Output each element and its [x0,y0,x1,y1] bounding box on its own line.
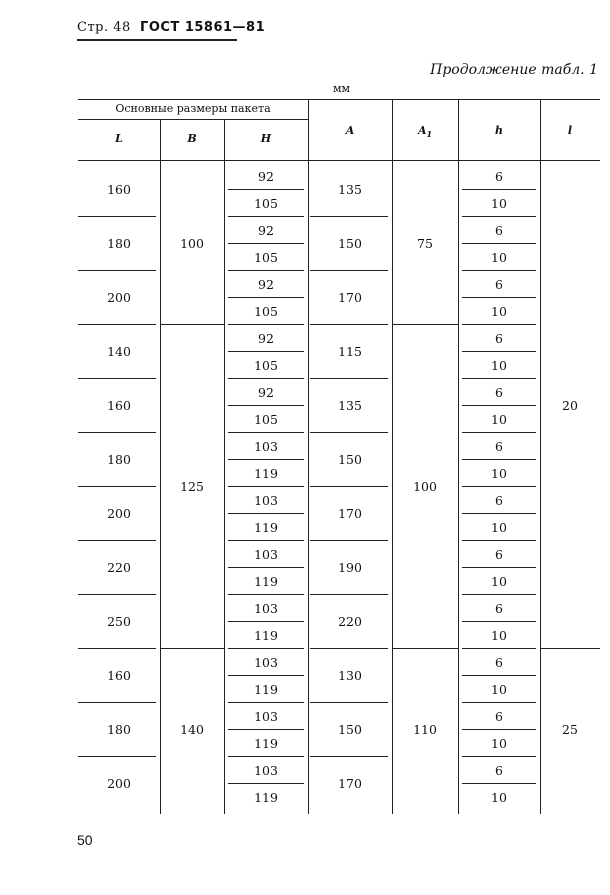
table-cell-h: 10 [491,681,507,697]
table-cell-L: 160 [107,182,131,197]
sub-row-rule [462,621,536,622]
col-header-A1 [392,124,458,141]
table-cell-h: 6 [495,600,503,616]
table-cell-h: 10 [491,411,507,427]
table-cell-h: 6 [495,654,503,670]
sub-row-rule [228,675,304,676]
row-rule [310,432,388,433]
table-cell-A: 135 [338,182,362,197]
row-rule [228,648,304,649]
table-cell-H: 103 [254,708,278,724]
sub-row-rule [228,729,304,730]
table-cell-H: 92 [258,222,274,238]
sub-row-rule [462,675,536,676]
row-rule [462,594,536,595]
row-rule [78,594,156,595]
sub-row-rule [228,297,304,298]
row-rule [462,324,536,325]
sub-row-rule [228,513,304,514]
table-cell-h: 10 [491,627,507,643]
col-header-l: l [567,124,573,137]
table-cell-A: 135 [338,398,362,413]
table-cell-h: 6 [495,168,503,184]
table-cell-h: 10 [491,303,507,319]
table-cell-H: 103 [254,654,278,670]
group-rule [392,324,458,325]
table-cell-H: 92 [258,330,274,346]
table-cell-A: 150 [338,236,362,251]
table-cell-B: 100 [180,236,204,251]
row-rule [78,270,156,271]
table-cell-l: 20 [562,398,578,413]
table-cell-L: 180 [107,236,131,251]
table-cell-h: 10 [491,735,507,751]
table-cell-H: 119 [254,627,278,643]
table-cell-h: 6 [495,222,503,238]
table-cell-L: 200 [107,290,131,305]
table-cell-H: 105 [254,249,278,265]
table-cell-L: 250 [107,614,131,629]
row-rule [462,756,536,757]
row-rule [228,378,304,379]
body-col-divider [540,161,541,814]
row-rule [228,702,304,703]
table-cell-A: 170 [338,776,362,791]
sub-row-rule [228,243,304,244]
table-cell-B: 140 [180,722,204,737]
table-cell-H: 103 [254,492,278,508]
table-cell-H: 105 [254,195,278,211]
col-header-A: A [345,124,355,137]
group-rule [392,648,458,649]
row-rule [228,486,304,487]
row-rule [78,324,156,325]
table-cell-H: 92 [258,168,274,184]
sub-row-rule [462,567,536,568]
group-rule [160,324,224,325]
row-rule [310,270,388,271]
page-number: 48 [113,20,131,35]
table-cell-H: 92 [258,384,274,400]
table-cell-h: 6 [495,330,503,346]
table-cell-h: 6 [495,492,503,508]
table-cell-h: 6 [495,546,503,562]
group-rule [160,648,224,649]
table-cell-H: 119 [254,465,278,481]
table-cell-L: 200 [107,776,131,791]
table-cell-H: 119 [254,519,278,535]
sub-row-rule [228,621,304,622]
table-cell-h: 10 [491,789,507,805]
table-cell-h: 6 [495,762,503,778]
col-header-A1-subscript: 1 [426,129,433,140]
row-rule [310,702,388,703]
row-rule [462,648,536,649]
table-cell-H: 119 [254,681,278,697]
row-rule [310,378,388,379]
row-rule [78,216,156,217]
table-cell-H: 105 [254,303,278,319]
table-cell-H: 103 [254,600,278,616]
row-rule [462,540,536,541]
row-rule [310,540,388,541]
table-cell-h: 10 [491,195,507,211]
row-rule [310,648,388,649]
table-cell-A: 170 [338,290,362,305]
group-rule [540,648,600,649]
col-header-h: h [495,124,503,137]
standard-code: ГОСТ 15861—81 [140,20,266,35]
row-rule [462,486,536,487]
table-cell-H: 105 [254,357,278,373]
row-rule [78,486,156,487]
header-bottom-rule [78,160,600,161]
table-cell-L: 220 [107,560,131,575]
sub-row-rule [228,189,304,190]
row-rule [228,324,304,325]
sub-row-rule [228,405,304,406]
sub-row-rule [462,351,536,352]
row-rule [310,324,388,325]
table-cell-L: 160 [107,398,131,413]
table-cell-A1: 100 [413,479,437,494]
unit-label: мм [333,82,351,95]
sub-row-rule [228,567,304,568]
sub-row-rule [462,243,536,244]
table-cell-H: 103 [254,438,278,454]
row-rule [228,270,304,271]
table-cell-A1: 75 [417,236,433,251]
table-cell-A: 170 [338,506,362,521]
col-header-H: H [260,132,272,145]
sub-row-rule [462,783,536,784]
table-cell-L: 180 [107,722,131,737]
row-rule [462,378,536,379]
table-cell-A: 130 [338,668,362,683]
header-top-rule [78,99,600,100]
table-cell-H: 119 [254,789,278,805]
sub-row-rule [228,459,304,460]
table-cell-A: 190 [338,560,362,575]
col-header-A1-symbol: A [417,124,427,137]
table-cell-H: 103 [254,546,278,562]
body-col-divider [308,161,309,814]
row-rule [78,702,156,703]
row-rule [228,756,304,757]
row-rule [462,270,536,271]
table-cell-H: 103 [254,762,278,778]
sub-row-rule [462,513,536,514]
table-cell-h: 10 [491,465,507,481]
table-cell-A1: 110 [413,722,437,737]
sub-row-rule [462,189,536,190]
row-rule [228,216,304,217]
row-rule [228,540,304,541]
table-cell-h: 6 [495,276,503,292]
table-cell-H: 92 [258,276,274,292]
table-cell-H: 105 [254,411,278,427]
table-cell-H: 119 [254,573,278,589]
row-rule [78,378,156,379]
row-rule [78,540,156,541]
row-rule [462,432,536,433]
row-rule [310,594,388,595]
table-cell-l: 25 [562,722,578,737]
table-cell-B: 125 [180,479,204,494]
row-rule [310,756,388,757]
row-rule [228,432,304,433]
table-cell-h: 10 [491,357,507,373]
table-cell-A: 150 [338,452,362,467]
sub-row-rule [462,459,536,460]
table-cell-h: 6 [495,438,503,454]
row-rule [462,216,536,217]
table-cell-L: 180 [107,452,131,467]
group-header-rule [78,119,308,120]
row-rule [78,432,156,433]
table-cell-L: 140 [107,344,131,359]
table-cell-h: 10 [491,519,507,535]
row-rule [228,594,304,595]
sub-row-rule [228,783,304,784]
table-cell-h: 10 [491,249,507,265]
table-cell-h: 10 [491,573,507,589]
row-rule [78,648,156,649]
footer-page-number: 50 [77,832,93,848]
row-rule [462,702,536,703]
row-rule [78,756,156,757]
table-cell-A: 150 [338,722,362,737]
group-header-label: Основные размеры пакета [115,102,271,115]
sub-row-rule [228,351,304,352]
table-cell-H: 119 [254,735,278,751]
col-header-B: B [187,132,197,145]
table-cell-h: 6 [495,384,503,400]
continuation-note: Продолжение табл. 1 [430,62,598,78]
table-cell-A: 220 [338,614,362,629]
row-rule [310,216,388,217]
page-prefix: Стр. [77,20,109,35]
table-cell-h: 6 [495,708,503,724]
sub-row-rule [462,729,536,730]
sub-row-rule [462,297,536,298]
table-cell-L: 160 [107,668,131,683]
table-cell-A: 115 [338,344,362,359]
sub-row-rule [462,405,536,406]
col-header-L: L [115,132,123,145]
row-rule [310,486,388,487]
table-cell-L: 200 [107,506,131,521]
